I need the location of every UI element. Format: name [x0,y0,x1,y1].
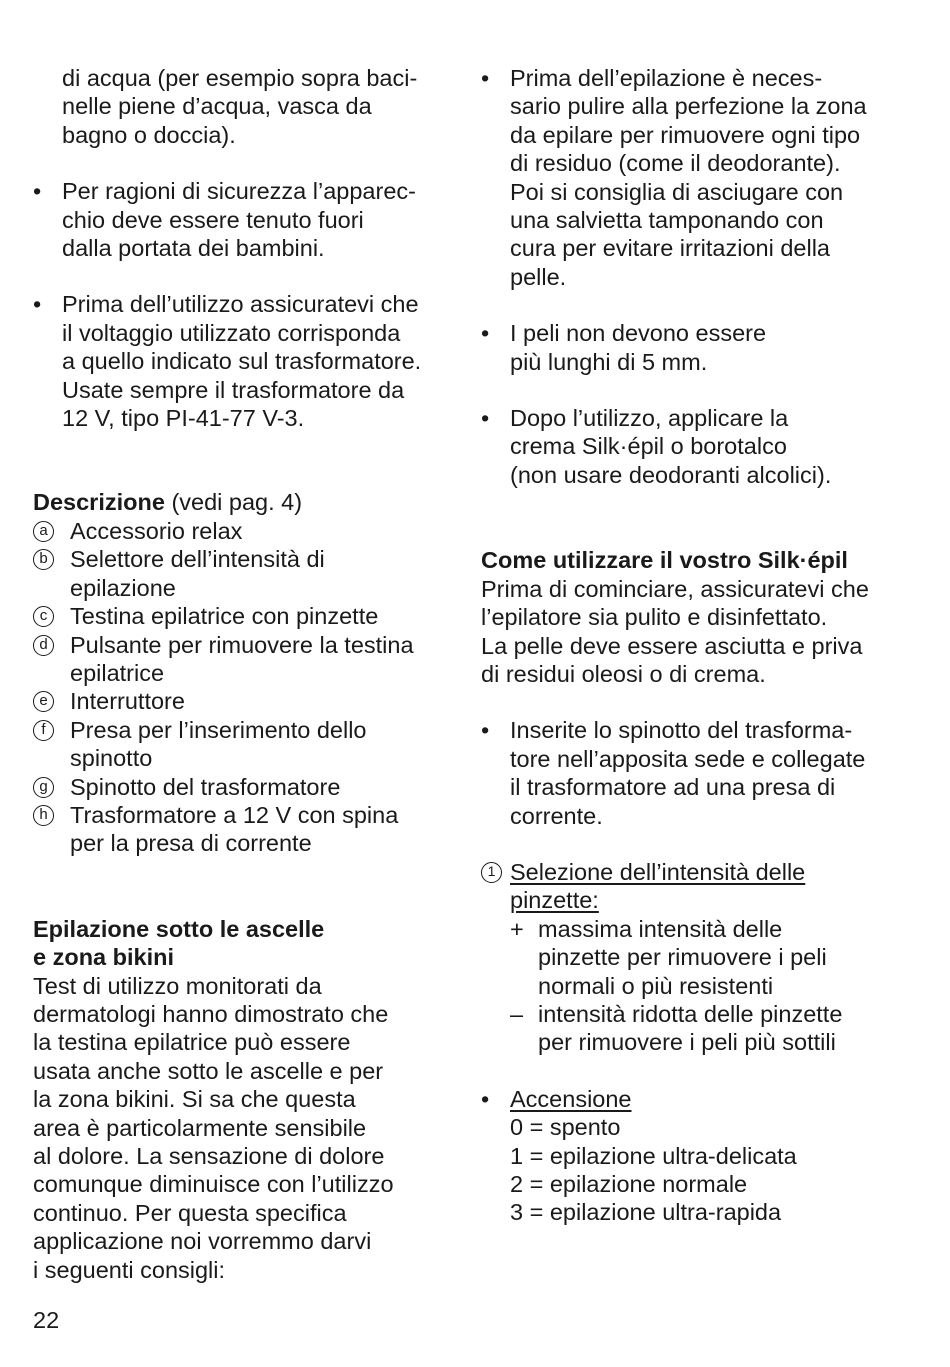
right-column [481,64,921,1227]
intensity-step [481,858,921,915]
bullet-item [33,177,453,262]
legend-text: Pulsante per rimuovere la testina [70,631,414,658]
bullet-item [481,64,921,291]
text-line: da epilare per rimuovere ogni tipo [510,121,861,148]
section-title-note: (vedi pag. 4) [164,489,303,516]
legend-text: Selettore dell’intensità di [70,546,325,573]
bullet-item [33,290,453,432]
page-number: 22 [33,1307,60,1333]
text-line: intensità ridotta delle pinzette [538,1000,843,1027]
legend-item [33,517,453,545]
circled-letter-icon: g [33,777,54,798]
usage-heading: Come utilizzare il vostro Silk·épil [481,547,848,574]
legend-item [33,602,453,630]
left-column [33,64,453,1284]
text-line: Prima dell’utilizzo assicuratevi che [62,291,419,318]
bullet-item [481,716,921,830]
plus-icon: + [510,915,524,942]
step-title-line: Selezione dell’intensità delle [510,858,806,885]
legend-text: Testina epilatrice con pinzette [70,603,379,630]
epilation-heading [33,915,453,972]
heading-line: e zona bikini [33,944,175,971]
text-line: di acqua (per esempio sopra baci- [62,65,418,91]
continued-paragraph [33,64,453,149]
text-line: sario pulire alla perfezione la zona [510,93,867,120]
bullet-icon: • [33,291,42,318]
circled-letter-icon: c [33,606,54,627]
circled-letter-icon: d [33,635,54,656]
text-line: la testina epilatrice può essere [33,1029,351,1056]
text-line: comunque diminuisce con l’utilizzo [33,1171,394,1198]
text-line: normali o più resistenti [538,972,774,999]
text-line: (non usare deodoranti alcolici). [510,461,832,488]
text-line: bagno o doccia). [62,121,236,148]
legend-text: Presa per l’inserimento dello [70,716,367,743]
text-line: a quello indicato sul trasformatore. [62,348,422,375]
description-heading [33,488,453,516]
text-line: 12 V, tipo PI-41-77 V-3. [62,405,305,432]
minus-icon: – [510,1000,524,1027]
text-line: massima intensità delle [538,915,783,942]
text-line: 0 = spento [510,1114,621,1141]
legend-item [33,545,453,602]
plus-setting [481,915,921,1000]
minus-setting [481,1000,921,1057]
text-line: Poi si consiglia di asciugare con [510,178,844,205]
text-line: usata anche sotto le ascelle e per [33,1057,384,1084]
circled-letter-icon: f [33,720,54,741]
text-line: 2 = epilazione normale [510,1171,748,1197]
legend-text: epilatrice [70,659,165,686]
text-line: dalla portata dei bambini. [62,235,325,262]
text-line: pelle. [510,263,567,290]
parts-legend [33,517,453,858]
circled-letter-icon: e [33,691,54,712]
legend-text: Trasformatore a 12 V con spina [70,801,399,828]
text-line: Prima dell’epilazione è neces- [510,65,823,91]
text-line: chio deve essere tenuto fuori [62,206,364,233]
text-line: di residuo (come il deodorante). [510,150,841,177]
circled-letter-icon: b [33,549,54,570]
legend-text: epilazione [70,574,176,601]
legend-item [33,801,453,858]
legend-item [33,773,453,801]
text-line: Per ragioni di sicurezza l’apparec- [62,178,416,205]
bullet-icon: • [481,717,490,744]
text-line: una salvietta tamponando con [510,207,824,234]
text-line: cura per evitare irritazioni della [510,235,831,262]
bullet-item [481,404,921,489]
power-title: Accensione [510,1085,632,1112]
text-line: 1 = epilazione ultra-delicata [510,1142,797,1169]
text-line: 3 = epilazione ultra-rapida [510,1199,782,1226]
bullet-icon: • [481,405,490,432]
legend-item [33,687,453,715]
epilation-body [33,972,453,1284]
text-line: Dopo l’utilizzo, applicare la [510,405,789,432]
circled-number-icon: 1 [481,862,502,883]
text-line: più lunghi di 5 mm. [510,348,708,375]
legend-text: Accessorio relax [70,517,243,544]
text-line: di residui oleosi o di crema. [481,660,766,687]
bullet-item [481,319,921,376]
text-line: dermatologi hanno dimostrato che [33,1000,389,1027]
text-line: continuo. Per questa specifica [33,1199,347,1226]
circled-letter-icon: a [33,521,54,542]
text-line: Test di utilizzo monitorati da [33,972,322,999]
text-line: i seguenti consigli: [33,1256,226,1283]
text-line: Prima di cominciare, assicuratevi che [481,575,869,602]
step-title-line: pinzette: [510,887,599,914]
legend-item [33,631,453,688]
text-line: Inserite lo spinotto del trasforma- [510,717,853,744]
usage-body [481,575,921,689]
text-line: tore nell’apposita sede e collegate [510,745,866,772]
text-line: la zona bikini. Si sa che questa [33,1086,356,1113]
text-line: Usate sempre il trasformatore da [62,376,405,403]
text-line: La pelle deve essere asciutta e priva [481,632,863,659]
power-settings [481,1085,921,1227]
bullet-icon: • [481,320,490,347]
legend-text: spinotto [70,745,153,772]
text-line: il trasformatore ad una presa di [510,774,836,801]
text-line: crema Silk·épil o borotalco [510,433,787,460]
text-line: l’epilatore sia pulito e disinfettato. [481,604,828,631]
text-line: per rimuovere i peli più sottili [538,1029,836,1056]
text-line: I peli non devono essere [510,320,767,347]
legend-item [33,716,453,773]
section-title: Descrizione [33,489,165,516]
heading-line: Epilazione sotto le ascelle [33,915,325,942]
text-line: il voltaggio utilizzato corrisponda [62,319,401,346]
text-line: al dolore. La sensazione di dolore [33,1143,385,1169]
legend-text: Spinotto del trasformatore [70,773,341,800]
text-line: nelle piene d’acqua, vasca da [62,93,372,120]
legend-text: Interruttore [70,688,185,715]
bullet-icon: • [481,65,490,91]
text-line: applicazione noi vorremmo darvi [33,1228,372,1255]
text-line: pinzette per rimuovere i peli [538,944,827,971]
bullet-icon: • [481,1085,490,1112]
text-line: corrente. [510,802,603,829]
legend-text: per la presa di corrente [70,830,312,857]
text-line: area è particolarmente sensibile [33,1114,367,1141]
bullet-icon: • [33,178,42,205]
circled-letter-icon: h [33,805,54,826]
